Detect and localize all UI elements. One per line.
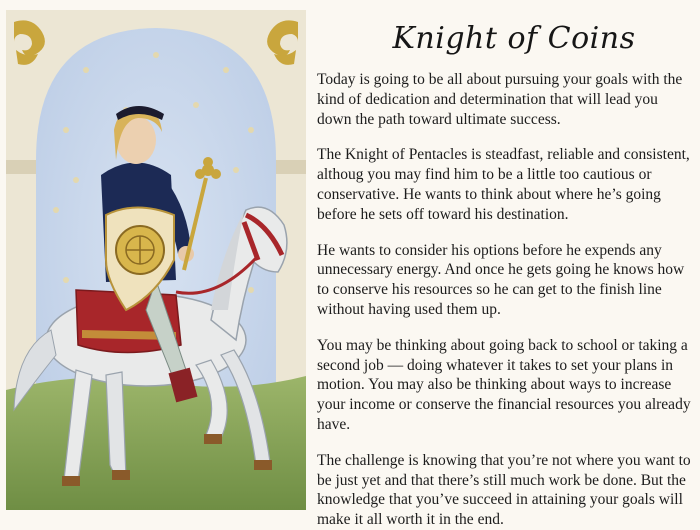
left-pillar-capital (6, 160, 36, 174)
page-title: Knight of Coins (392, 21, 636, 56)
paragraph: You may be thinking about going back to school or taking a second job — doing whatever it takes to set your plans in motion. You may also be thinking about ways to increase your income or conserve the financial resources you already have. (317, 336, 691, 433)
paragraph: Today is going to be all about pursuing your goals with the kind of dedication and determination that will lead you down the path toward ultimate success. (317, 71, 683, 128)
paragraph: The challenge is knowing that you’re not where you want to be just yet and that there’s still much work be done. But the knowledge that you’ve succeed in attaining your goals will make it all worth it in the end. (317, 451, 691, 529)
paragraph-list (317, 70, 693, 530)
right-pillar-capital (276, 160, 306, 174)
tarot-card-image (6, 10, 306, 510)
paragraph: He wants to consider his options before he expends any unnecessary energy. And once he gets going he knows how to conserve his resources so he can get to the finish line without having used them up. (317, 241, 685, 318)
reading-text-panel (317, 14, 693, 529)
paragraph: The Knight of Pentacles is steadfast, reliable and consistent, althoug you may find him to be a little too cautious or conservative. He wants to think about where he’s going before he sets off toward his destination. (317, 146, 690, 223)
